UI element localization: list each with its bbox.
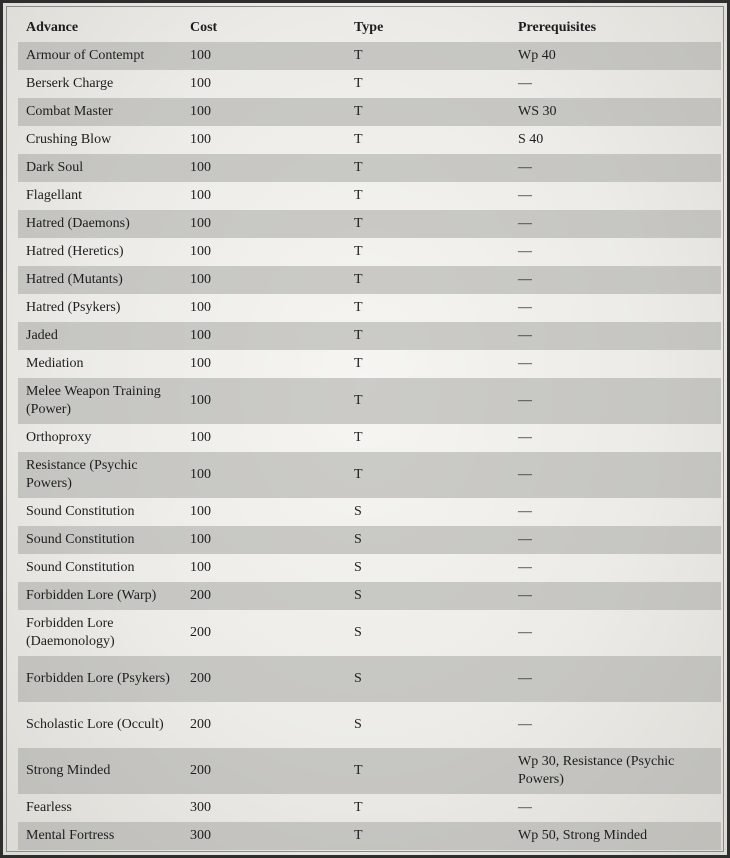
cost-cell: 200	[182, 656, 346, 702]
advance-cell: Forbidden Lore (Warp)	[18, 582, 182, 610]
advance-cell: Combat Master	[18, 98, 182, 126]
table-row	[18, 238, 721, 266]
table-row	[18, 322, 721, 350]
table-row	[18, 702, 721, 748]
table-row	[18, 42, 721, 70]
table-row	[18, 378, 721, 424]
cost-cell: 300	[182, 822, 346, 850]
prerequisites-cell: —	[510, 154, 721, 182]
prerequisites-cell: —	[518, 430, 532, 445]
advance-cell: Sound Constitution	[26, 560, 135, 575]
type-cell: S	[354, 560, 362, 575]
type-cell: T	[354, 430, 363, 445]
cost-cell: 100	[182, 210, 346, 238]
prerequisites-cell: —	[518, 356, 532, 371]
prerequisites-cell: —	[518, 300, 532, 315]
prerequisites-cell: —	[518, 625, 532, 640]
advance-cell: Sound Constitution	[18, 526, 182, 554]
advance-cell: Melee Weapon Training (Power)	[18, 378, 182, 424]
table-row	[18, 98, 721, 126]
prerequisites-cell: —	[518, 717, 532, 732]
prerequisites-cell: S 40	[518, 132, 544, 147]
cost-cell: 100	[190, 132, 211, 147]
advance-cell: Fearless	[26, 800, 72, 815]
advance-cell: Berserk Charge	[26, 76, 114, 91]
table-row	[18, 210, 721, 238]
table-row	[18, 656, 721, 702]
cost-cell: 300	[190, 800, 211, 815]
cost-cell: 100	[190, 244, 211, 259]
table-row	[18, 794, 721, 822]
table-row	[18, 350, 721, 378]
cost-cell: 100	[190, 560, 211, 575]
type-cell: T	[354, 132, 363, 147]
header-row	[18, 14, 721, 42]
prerequisites-cell: —	[510, 656, 721, 702]
cost-cell: 100	[190, 300, 211, 315]
prerequisites-cell: —	[510, 378, 721, 424]
advance-cell: Scholastic Lore (Occult)	[26, 717, 164, 732]
advance-cell: Mediation	[26, 356, 84, 371]
table-row	[18, 126, 721, 154]
type-cell: T	[346, 154, 510, 182]
cost-cell: 100	[182, 378, 346, 424]
type-cell: T	[354, 188, 363, 203]
table-row	[18, 294, 721, 322]
advance-cell: Flagellant	[26, 188, 82, 203]
cost-cell: 100	[190, 188, 211, 203]
advance-cell: Strong Minded	[18, 748, 182, 794]
advance-cell: Hatred (Mutants)	[18, 266, 182, 294]
cost-cell: 100	[190, 430, 211, 445]
prerequisites-cell: —	[518, 244, 532, 259]
type-cell: S	[354, 504, 362, 519]
advance-cell: Forbidden Lore (Daemonology)	[26, 616, 115, 649]
cost-cell: 200	[182, 748, 346, 794]
cost-cell: 200	[182, 582, 346, 610]
type-cell: S	[346, 582, 510, 610]
cost-cell: 100	[182, 322, 346, 350]
prerequisites-cell: —	[518, 560, 532, 575]
type-cell: S	[354, 717, 362, 732]
type-cell: S	[346, 526, 510, 554]
type-cell: T	[346, 748, 510, 794]
cost-cell: 100	[182, 42, 346, 70]
type-cell: T	[346, 266, 510, 294]
advance-cell: Hatred (Psykers)	[26, 300, 121, 315]
prerequisites-cell: —	[518, 800, 532, 815]
cost-cell: 100	[190, 504, 211, 519]
prerequisites-cell: —	[510, 452, 721, 498]
table-row	[18, 452, 721, 498]
cost-cell: 200	[190, 625, 211, 640]
prerequisites-cell: Wp 40	[510, 42, 721, 70]
prerequisites-cell: —	[510, 210, 721, 238]
cost-cell: 200	[190, 717, 211, 732]
advances-table	[18, 14, 721, 850]
type-cell: T	[346, 452, 510, 498]
table-row	[18, 822, 721, 850]
cost-cell: 100	[182, 98, 346, 126]
header-cost: Cost	[190, 20, 218, 35]
prerequisites-cell: —	[518, 76, 532, 91]
advance-cell: Hatred (Heretics)	[26, 244, 124, 259]
type-cell: T	[346, 822, 510, 850]
type-cell: T	[354, 300, 363, 315]
type-cell: T	[346, 378, 510, 424]
type-cell: T	[346, 322, 510, 350]
type-cell: T	[346, 98, 510, 126]
table-row	[18, 424, 721, 452]
type-cell: T	[354, 244, 363, 259]
prerequisites-cell: —	[518, 188, 532, 203]
type-cell: S	[354, 625, 362, 640]
cost-cell: 100	[182, 452, 346, 498]
cost-cell: 100	[190, 76, 211, 91]
advance-cell: Sound Constitution	[26, 504, 135, 519]
prerequisites-cell: —	[510, 582, 721, 610]
type-cell: T	[346, 42, 510, 70]
type-cell: T	[354, 76, 363, 91]
table-row	[18, 182, 721, 210]
prerequisites-cell: —	[510, 266, 721, 294]
advance-cell: Armour of Contempt	[18, 42, 182, 70]
advance-cell: Mental Fortress	[18, 822, 182, 850]
table-row	[18, 498, 721, 526]
table-row	[18, 154, 721, 182]
prerequisites-cell: Wp 30, Resistance (Psychic Powers)	[510, 748, 721, 794]
cost-cell: 100	[190, 356, 211, 371]
table-row	[18, 70, 721, 98]
advance-cell: Resistance (Psychic Powers)	[18, 452, 182, 498]
advance-cell: Forbidden Lore (Psykers)	[18, 656, 182, 702]
type-cell: T	[354, 800, 363, 815]
prerequisites-cell: —	[518, 504, 532, 519]
prerequisites-cell: —	[510, 526, 721, 554]
advance-cell: Crushing Blow	[26, 132, 112, 147]
advance-cell: Hatred (Daemons)	[18, 210, 182, 238]
prerequisites-cell: Wp 50, Strong Minded	[510, 822, 721, 850]
cost-cell: 100	[182, 526, 346, 554]
cost-cell: 100	[182, 154, 346, 182]
table-row	[18, 266, 721, 294]
table-row	[18, 748, 721, 794]
advance-cell: Dark Soul	[18, 154, 182, 182]
type-cell: S	[346, 656, 510, 702]
header-prerequisites: Prerequisites	[518, 20, 597, 35]
prerequisites-cell: —	[510, 322, 721, 350]
table-row	[18, 582, 721, 610]
advance-cell: Orthoproxy	[26, 430, 92, 445]
table-row	[18, 526, 721, 554]
header-type: Type	[354, 20, 384, 35]
prerequisites-cell: WS 30	[510, 98, 721, 126]
advance-cell: Jaded	[18, 322, 182, 350]
table-row	[18, 610, 721, 656]
type-cell: T	[346, 210, 510, 238]
cost-cell: 100	[182, 266, 346, 294]
type-cell: T	[354, 356, 363, 371]
header-advance: Advance	[26, 20, 79, 35]
table-body	[18, 42, 721, 850]
table-row	[18, 554, 721, 582]
